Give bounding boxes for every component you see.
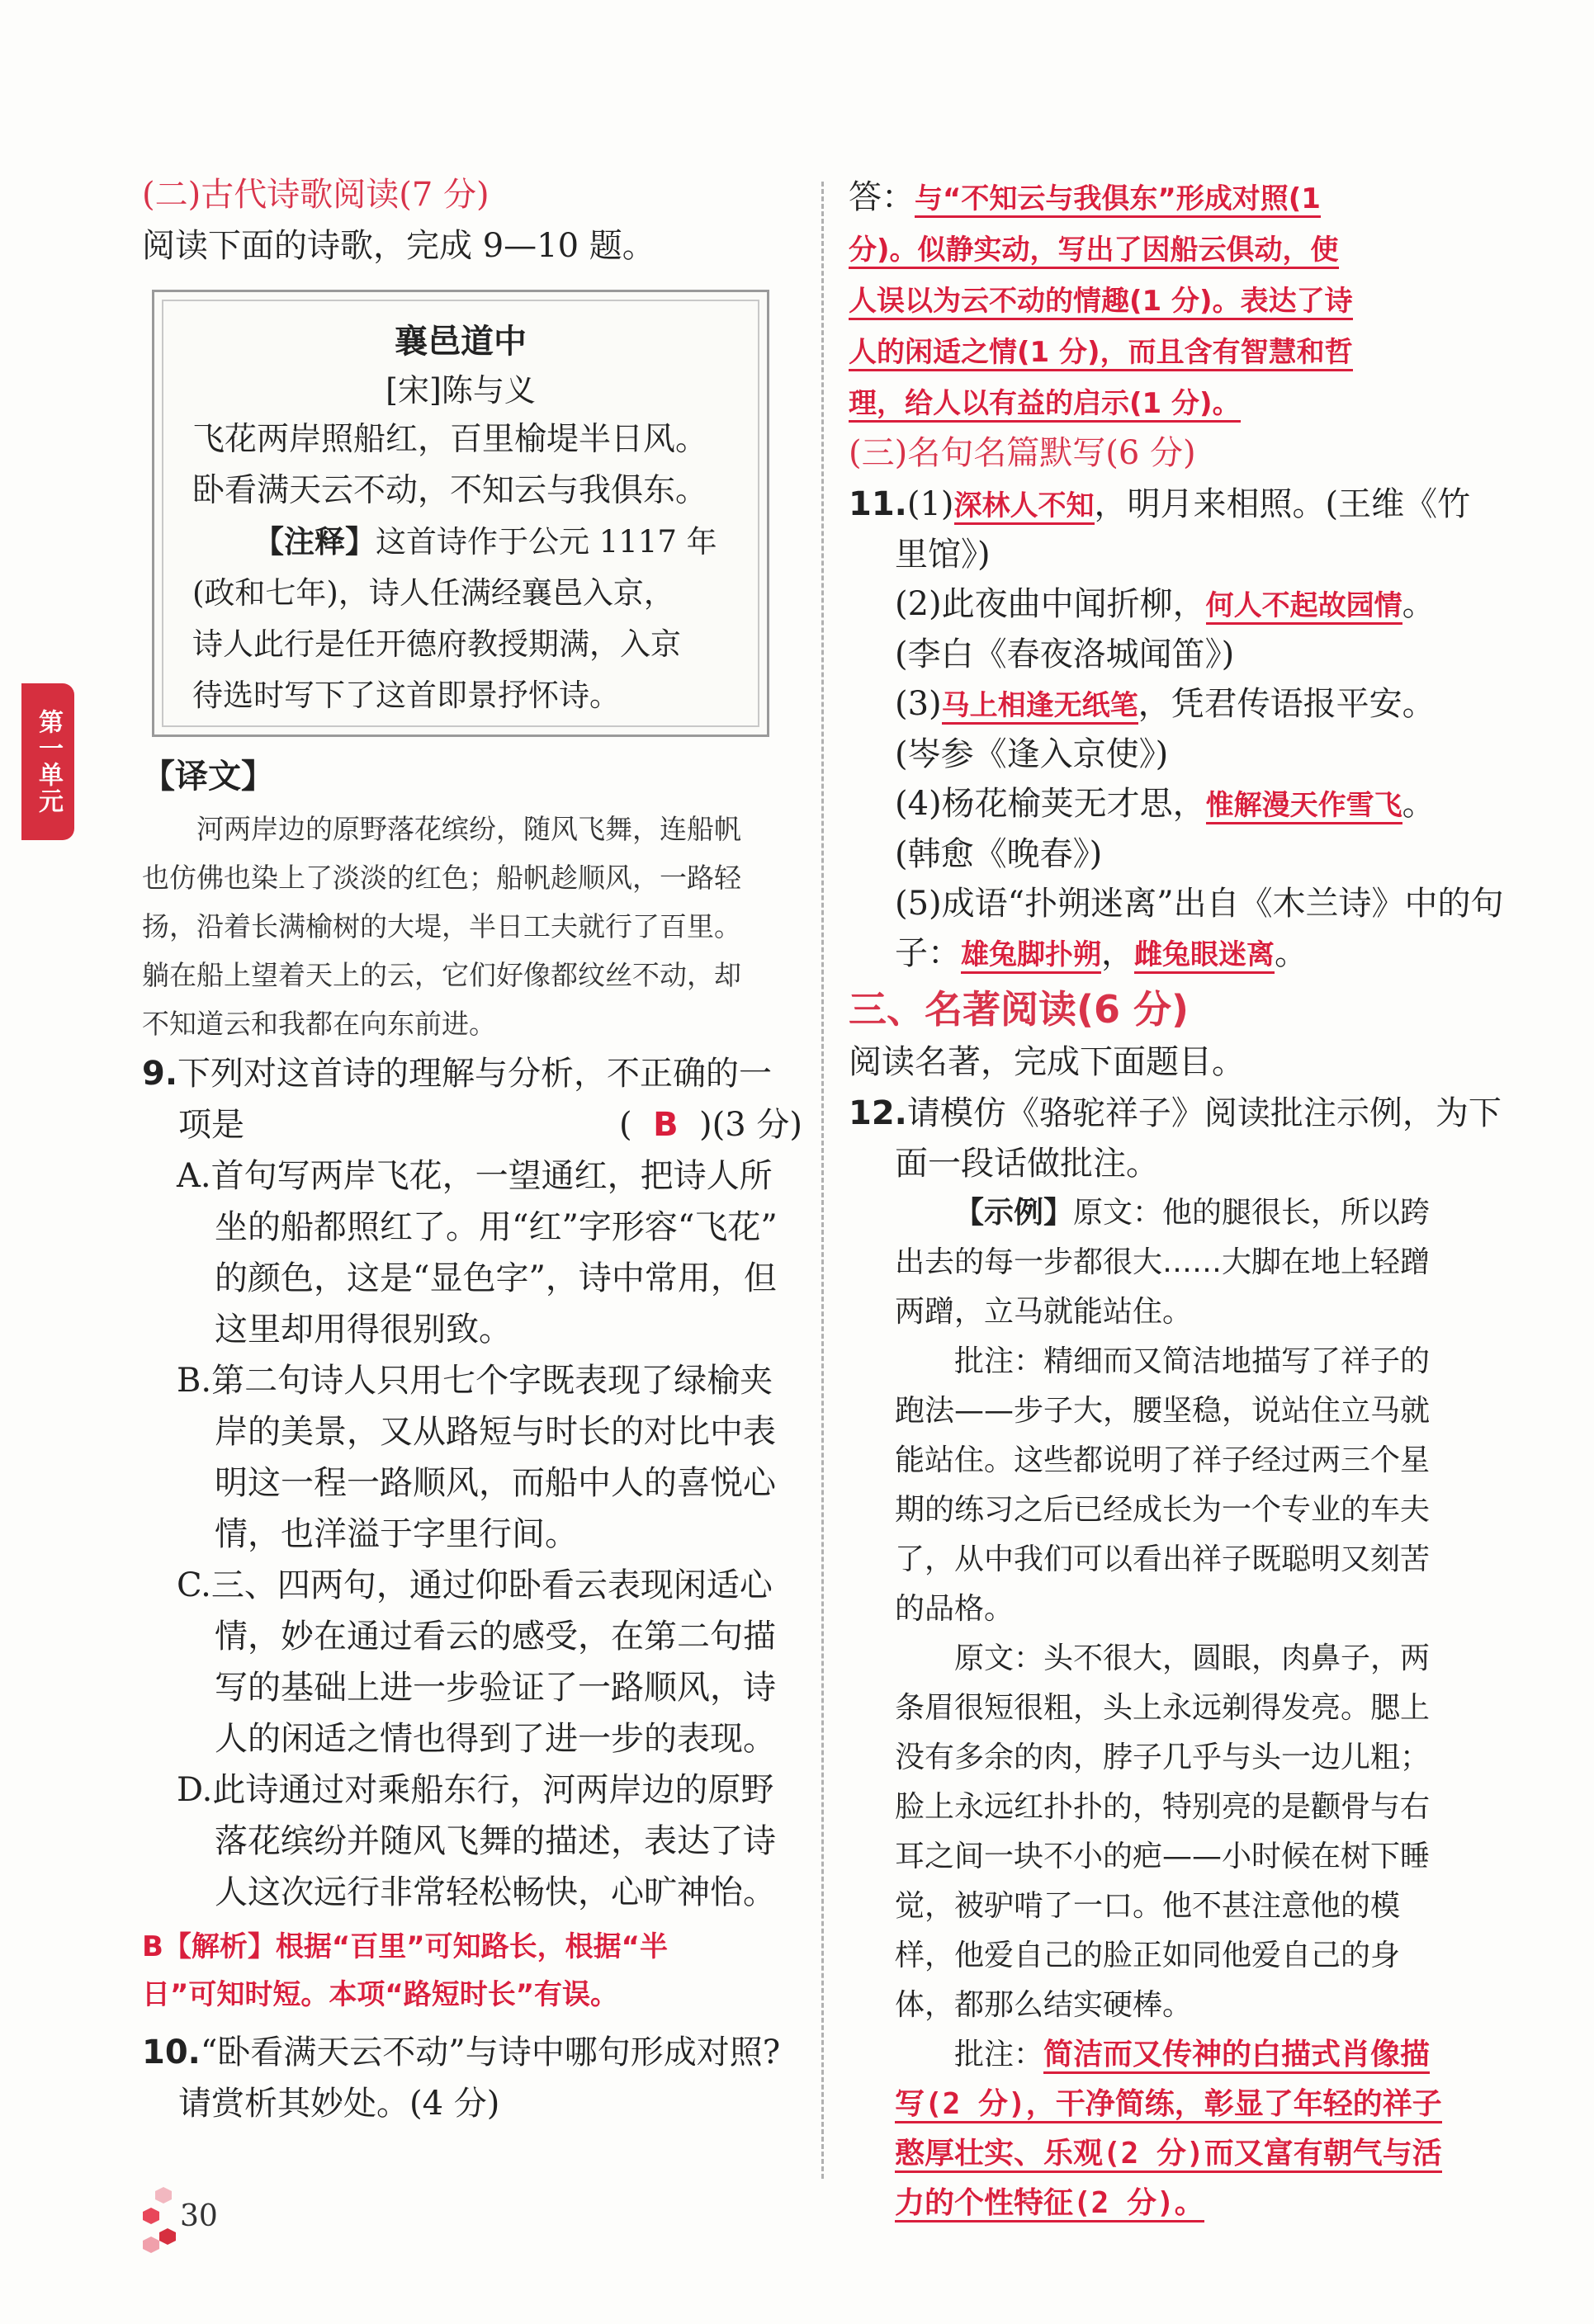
example-comment: 批注：精细而又简洁地描写了祥子的 xyxy=(954,1344,1431,1378)
poem-note: (政和七年)，诗人任满经襄邑入京， xyxy=(192,575,674,611)
column-divider xyxy=(821,182,824,2179)
source-text-line: 没有多余的肉，脖子几乎与头一边儿粗； xyxy=(895,1741,1431,1774)
question-9-line2: 项是 ( B )(3 分) xyxy=(142,1099,802,1150)
q10-answer-line: 人误以为云不动的情趣(1 分)。表达了诗 xyxy=(849,274,1509,325)
poem-note: 【注释】这首诗作于公元 1117 年 xyxy=(253,524,717,560)
example-comment-line: 期的练习之后已经成长为一个专业的车夫 xyxy=(895,1493,1431,1527)
option-c: C.三、四两句，通过仰卧看云表现闲适心 xyxy=(177,1566,773,1604)
poem-note: 诗人此行是任开德府教授期满，入京 xyxy=(192,626,681,662)
example-line: 出去的每一步都很大……大脚在地上轻蹭 xyxy=(895,1245,1431,1279)
source-text-line: 觉，被驴啃了一口。他不甚注意他的模 xyxy=(895,1889,1401,1923)
option-d: D.此诗通过对乘船东行，河两岸边的原野 xyxy=(177,1771,774,1809)
section-title-poetry: (二)古代诗歌阅读(7 分) xyxy=(142,176,490,214)
q11-line: (岑参《逢入京使》) xyxy=(895,735,1169,773)
q9-answer: B xyxy=(653,1106,679,1144)
source-text-line: 条眉很短很粗，头上永远剃得发亮。腮上 xyxy=(895,1691,1431,1725)
option-c-line: 情，妙在通过看云的感受，在第二句描 xyxy=(215,1618,776,1656)
source-text-line: 脸上永远红扑扑的，特别亮的是颧骨与右 xyxy=(895,1790,1431,1824)
translation-line: 也仿佛也染上了淡淡的红色；船帆趁顺风，一路轻 xyxy=(142,862,741,894)
poem-title: 襄邑道中 xyxy=(395,323,527,361)
q12-answer-line: 力的个性特征(2 分)。 xyxy=(849,2179,1509,2228)
right-column xyxy=(849,172,1509,2228)
q10-answer: 答：与“不知云与我俱东”形成对照(1 xyxy=(849,178,1321,216)
example: 【示例】原文：他的腿很长，所以跨 xyxy=(954,1196,1431,1230)
question-11: 11.(1)深林人不知，明月来相照。(王维《竹 xyxy=(849,485,1471,523)
q11-item-5: (5)成语“扑朔迷离”出自《木兰诗》中的句 xyxy=(895,885,1504,923)
option-b-line: 明这一程一路顺风，而船中人的喜悦心 xyxy=(215,1464,776,1502)
poem-line: 卧看满天云不动，不知云与我俱东。 xyxy=(192,472,708,509)
q11-line: 里馆》) xyxy=(895,536,991,574)
option-b-line: 岸的美景，又从路短与时长的对比中表 xyxy=(215,1413,776,1451)
question-10: 10.“卧看满天云不动”与诗中哪句形成对照? xyxy=(142,2034,781,2071)
answer-blank: ( B )(3 分) xyxy=(619,1106,802,1144)
translation-line: 扬，沿着长满榆树的大堤，半日工夫就行了百里。 xyxy=(142,910,741,942)
q11-item: (3)马上相逢无纸笔，凭君传语报平安。 xyxy=(895,685,1436,723)
q11-item: (2)此夜曲中闻折柳，何人不起故园情。 xyxy=(895,585,1436,623)
translation-line: 躺在船上望着天上的云，它们好像都纹丝不动，却 xyxy=(142,959,741,991)
section-title-recitation: (三)名句名篇默写(6 分) xyxy=(849,434,1196,472)
poem-note: 待选时写下了这首即景抒怀诗。 xyxy=(192,678,620,713)
question-12-line2: 面一段话做批注。 xyxy=(895,1145,1159,1183)
q12-answer-line: 憨厚壮实、乐观(2 分)而又富有朝气与活 xyxy=(849,2129,1509,2179)
poem-box xyxy=(152,290,769,737)
example-comment-line: 了，从中我们可以看出祥子既聪明又刻苦 xyxy=(895,1542,1431,1576)
part-3-instruction: 阅读名著，完成下面题目。 xyxy=(849,1043,1245,1081)
source-text: 原文：头不很大，圆眼，肉鼻子，两 xyxy=(954,1641,1431,1675)
option-d-line: 落花缤纷并随风飞舞的描述，表达了诗 xyxy=(215,1822,776,1860)
q10-answer-line: 人的闲适之情(1 分)，而且含有智慧和哲 xyxy=(849,325,1509,376)
q12-answer-line: 写(2 分)，干净简练，彰显了年轻的祥子 xyxy=(849,2080,1509,2129)
translation-line: 不知道云和我都在向东前进。 xyxy=(142,1008,496,1040)
option-b-line: 情，也洋溢于字里行间。 xyxy=(215,1515,578,1553)
question-10-line2: 请赏析其妙处。(4 分) xyxy=(178,2085,500,2123)
source-text-line: 体，都那么结实硬棒。 xyxy=(895,1988,1193,2022)
note-label: 【注释】 xyxy=(253,524,376,560)
part-3-title: 三、名著阅读(6 分) xyxy=(849,987,1190,1032)
option-a-line: 这里却用得很别致。 xyxy=(215,1311,512,1349)
option-a: A.首句写两岸飞花，一望通红，把诗人所 xyxy=(177,1157,773,1195)
q11-line: (韩愈《晚春》) xyxy=(895,835,1103,873)
example-comment-line: 的品格。 xyxy=(895,1592,1015,1626)
translation-line: 河两岸边的原野落花缤纷，随风飞舞，连船帆 xyxy=(196,813,741,845)
left-column xyxy=(142,169,802,2129)
q10-answer-line: 理，给人以有益的启示(1 分)。 xyxy=(849,376,1509,427)
q9-analysis: B【解析】根据“百里”可知路长，根据“半 日”可知时短。本项“路短时长”有误。 xyxy=(142,1930,668,2011)
source-text-line: 耳之间一块不小的疤——小时候在树下睡 xyxy=(895,1840,1431,1873)
page-number: 30 xyxy=(180,2199,218,2233)
unit-side-tab: 第一单元 xyxy=(21,683,74,840)
question-12: 12.请模仿《骆驼祥子》阅读批注示例，为下 xyxy=(849,1094,1502,1132)
option-c-line: 人的闲适之情也得到了进一步的表现。 xyxy=(215,1720,776,1758)
source-text-line: 样，他爱自己的脸正如同他爱自己的身 xyxy=(895,1939,1401,1972)
q10-answer-line: 分)。似静实动，写出了因船云俱动，使 xyxy=(849,223,1509,274)
option-a-line: 坐的船都照红了。用“红”字形容“飞花” xyxy=(215,1208,778,1246)
poem-line: 飞花两岸照船红，百里榆堤半日风。 xyxy=(192,421,708,458)
q11-line: (李白《春夜洛城闻笛》) xyxy=(895,635,1235,673)
option-c-line: 写的基础上进一步验证了一路顺风，诗 xyxy=(215,1669,776,1707)
option-b: B.第二句诗人只用七个字既表现了绿榆夹 xyxy=(177,1362,773,1400)
q12-answer: 批注：简洁而又传神的白描式肖像描 xyxy=(849,2030,1509,2080)
option-a-line: 的颜色，这是“显色字”，诗中常用，但 xyxy=(215,1259,777,1297)
example-line: 两蹭，立马就能站住。 xyxy=(895,1295,1193,1329)
option-d-line: 人这次远行非常轻松畅快，心旷神怡。 xyxy=(215,1873,776,1911)
question-9: 9.下列对这首诗的理解与分析，不正确的一 xyxy=(142,1055,773,1093)
example-comment-line: 跑法——步子大，腰坚稳，说站住立马就 xyxy=(895,1394,1431,1428)
example-comment-line: 能站住。这些都说明了祥子经过两三个星 xyxy=(895,1443,1431,1477)
translation-title: 【译文】 xyxy=(142,758,274,796)
q11-item-5-answer: 子：雄兔脚扑朔，雌兔眼迷离。 xyxy=(895,934,1308,972)
q11-item: (4)杨花榆荚无才思，惟解漫天作雪飞。 xyxy=(895,785,1436,823)
poem-author: [宋]陈与义 xyxy=(385,372,536,409)
instruction: 阅读下面的诗歌，完成 9—10 题。 xyxy=(142,227,655,265)
